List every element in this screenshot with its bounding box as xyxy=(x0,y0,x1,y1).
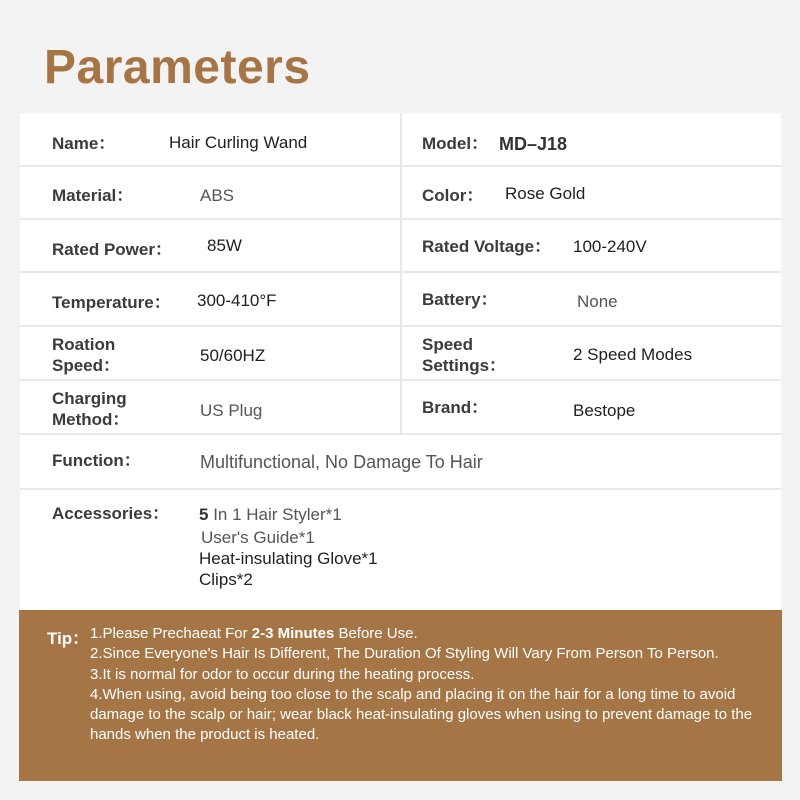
model-label: Model： xyxy=(422,134,489,153)
column-divider xyxy=(400,381,402,433)
charging-method-value: US Plug xyxy=(200,401,263,420)
row-charging-brand xyxy=(20,381,781,435)
rotation-speed-label-line1: Roation xyxy=(52,335,116,354)
page-title: Parameters xyxy=(44,41,311,94)
material-value: ABS xyxy=(200,186,235,205)
name-label: Name： xyxy=(52,134,116,153)
tip-line-1-bold: 2-3 Minutes xyxy=(251,625,335,642)
name-value: Hair Curling Wand xyxy=(169,133,308,152)
battery-value: None xyxy=(577,292,618,311)
tip-line-2: 2.Since Everyone's Hair Is Different, The Duration Of Styling Will Vary From Person To Person. xyxy=(90,645,719,663)
accessory-item: Heat-insulating Glove*1 xyxy=(199,549,378,568)
rated-power-label: Rated Power： xyxy=(52,240,172,259)
row-material-color xyxy=(20,167,781,220)
accessories-label: Accessories： xyxy=(52,504,170,523)
speed-settings-label-line2: Settings： xyxy=(422,356,507,375)
speed-settings-label-line1: Speed xyxy=(422,335,474,354)
charging-method-label xyxy=(52,388,129,430)
column-divider xyxy=(400,167,402,218)
tip-line-1-start: 1.Please Prechaeat For xyxy=(90,625,252,642)
tip-text xyxy=(90,624,770,746)
temperature-label: Temperature： xyxy=(52,293,171,312)
function-value: Multifunctional, No Damage To Hair xyxy=(200,452,483,472)
tip-label: Tip： xyxy=(47,629,90,648)
row-power-voltage xyxy=(20,220,781,273)
tip-line-4: 4.When using, avoid being too close to the scalp and placing it on the hair for a long time to avoid damage to the scalp or hair; wear black heat-insulating gloves when using to prevent damage to the hands when the product is heated. xyxy=(90,685,753,744)
brand-value: Bestope xyxy=(573,401,636,420)
function-label: Function： xyxy=(52,451,141,470)
accessory-item: User's Guide*1 xyxy=(201,528,315,547)
rotation-speed-value: 50/60HZ xyxy=(200,346,266,365)
column-divider xyxy=(400,113,402,165)
column-divider xyxy=(400,327,402,379)
accessory-item xyxy=(199,503,378,526)
temperature-value: 300-410°F xyxy=(197,291,277,310)
accessory-item: Clips*2 xyxy=(199,570,253,589)
row-accessories xyxy=(20,490,781,611)
rotation-speed-label xyxy=(52,334,120,376)
tip-line-3: 3.It is normal for odor to occur during the heating process. xyxy=(90,665,475,683)
charging-method-label-line1: Charging xyxy=(52,389,127,408)
model-value: MD–J18 xyxy=(499,134,568,154)
charging-method-label-line2: Method： xyxy=(52,410,130,429)
row-temperature-battery xyxy=(20,273,781,327)
material-label: Material： xyxy=(52,186,134,205)
column-divider xyxy=(400,220,402,271)
speed-settings-label xyxy=(422,334,506,376)
rotation-speed-label-line2: Speed： xyxy=(52,356,121,375)
color-value: Rose Gold xyxy=(505,184,586,203)
brand-label: Brand： xyxy=(422,398,489,417)
tip-box xyxy=(19,610,782,781)
rated-voltage-label: Rated Voltage： xyxy=(422,237,552,256)
rated-voltage-value: 100-240V xyxy=(573,237,647,256)
rated-power-value: 85W xyxy=(207,236,242,255)
accessories-list xyxy=(199,503,378,591)
column-divider xyxy=(400,273,402,325)
row-rotation-speed xyxy=(20,327,781,381)
color-label: Color： xyxy=(422,186,484,205)
accessory-count: 5 xyxy=(199,505,209,524)
speed-settings-value: 2 Speed Modes xyxy=(573,345,693,364)
parameters-table xyxy=(20,113,781,611)
accessory-text: In 1 Hair Styler*1 xyxy=(208,505,342,524)
row-name-model xyxy=(20,113,781,167)
tip-line-1-end: Before Use. xyxy=(334,625,418,642)
row-function xyxy=(20,435,781,490)
battery-label: Battery： xyxy=(422,290,498,309)
tip-line-1 xyxy=(90,624,770,644)
